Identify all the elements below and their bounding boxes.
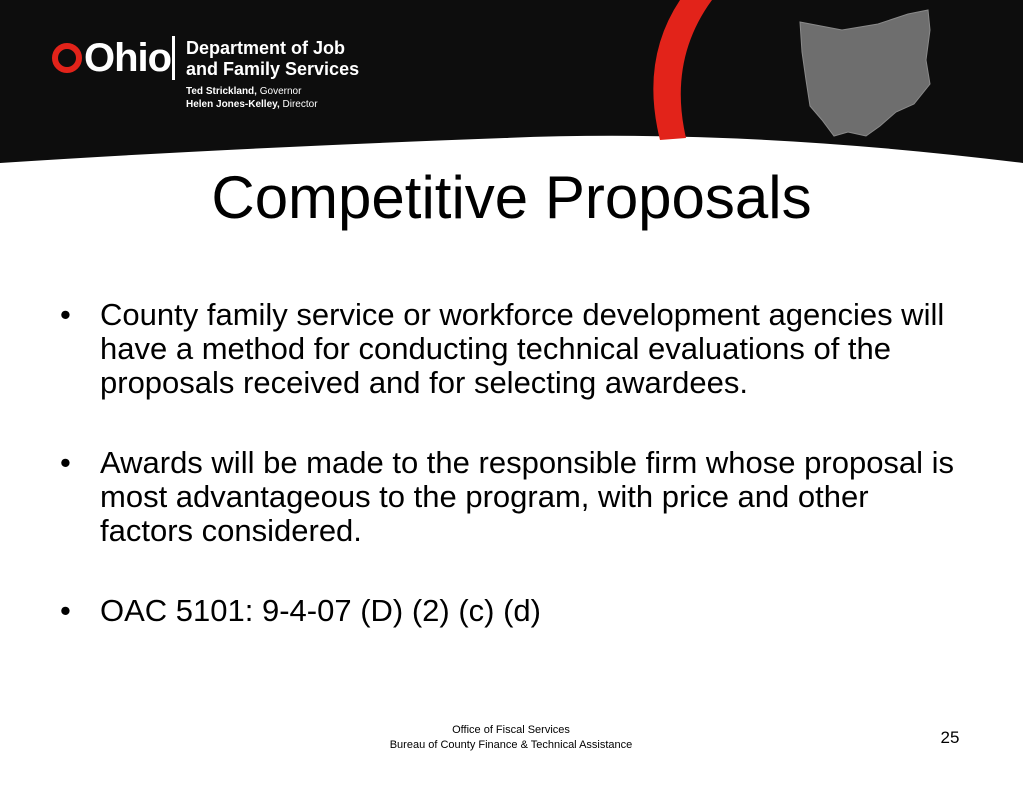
footer-bureau: Bureau of County Finance & Technical Assistance — [389, 739, 633, 751]
footer-office: Office of Fiscal Services — [452, 724, 570, 736]
ohio-logo-wordmark — [52, 36, 171, 80]
header-banner — [0, 0, 1023, 175]
officials-credit — [186, 85, 318, 111]
bullet-text: OAC 5101: 9-4-07 (D) (2) (c) (d) — [100, 593, 541, 628]
page-number: 25 — [940, 728, 960, 747]
bullet-marker: • — [60, 445, 71, 480]
bullet-item-3 — [56, 594, 956, 628]
bullet-marker: • — [60, 297, 71, 332]
bullet-text: County family service or workforce development agencies will have a method for conducting technical evaluations of the proposals received and for selecting awardees. — [100, 297, 945, 400]
logo-divider — [172, 36, 175, 80]
governor-title: Governor — [256, 86, 302, 97]
governor-line — [186, 85, 318, 98]
ohio-logo-ring-icon — [52, 43, 82, 73]
director-title: Director — [279, 99, 318, 110]
department-name — [186, 38, 359, 80]
bullet-text: Awards will be made to the responsible firm whose proposal is most advantageous to the program, with price and other factors considered. — [100, 445, 955, 548]
footer-credit — [311, 723, 711, 753]
director-line — [186, 98, 318, 111]
bullet-item-1 — [56, 298, 956, 400]
department-name-line2: and Family Services — [186, 59, 360, 79]
governor-name: Ted Strickland, — [186, 86, 257, 97]
director-name: Helen Jones-Kelley, — [186, 99, 280, 110]
slide-title: Competitive Proposals — [211, 164, 812, 231]
ohio-logo-text: Ohio — [84, 36, 172, 80]
banner-graphic — [0, 0, 1023, 175]
bullet-item-2 — [56, 446, 956, 548]
bullet-marker: • — [60, 593, 71, 628]
department-name-line1: Department of Job — [186, 38, 346, 58]
bullet-list — [56, 298, 956, 674]
